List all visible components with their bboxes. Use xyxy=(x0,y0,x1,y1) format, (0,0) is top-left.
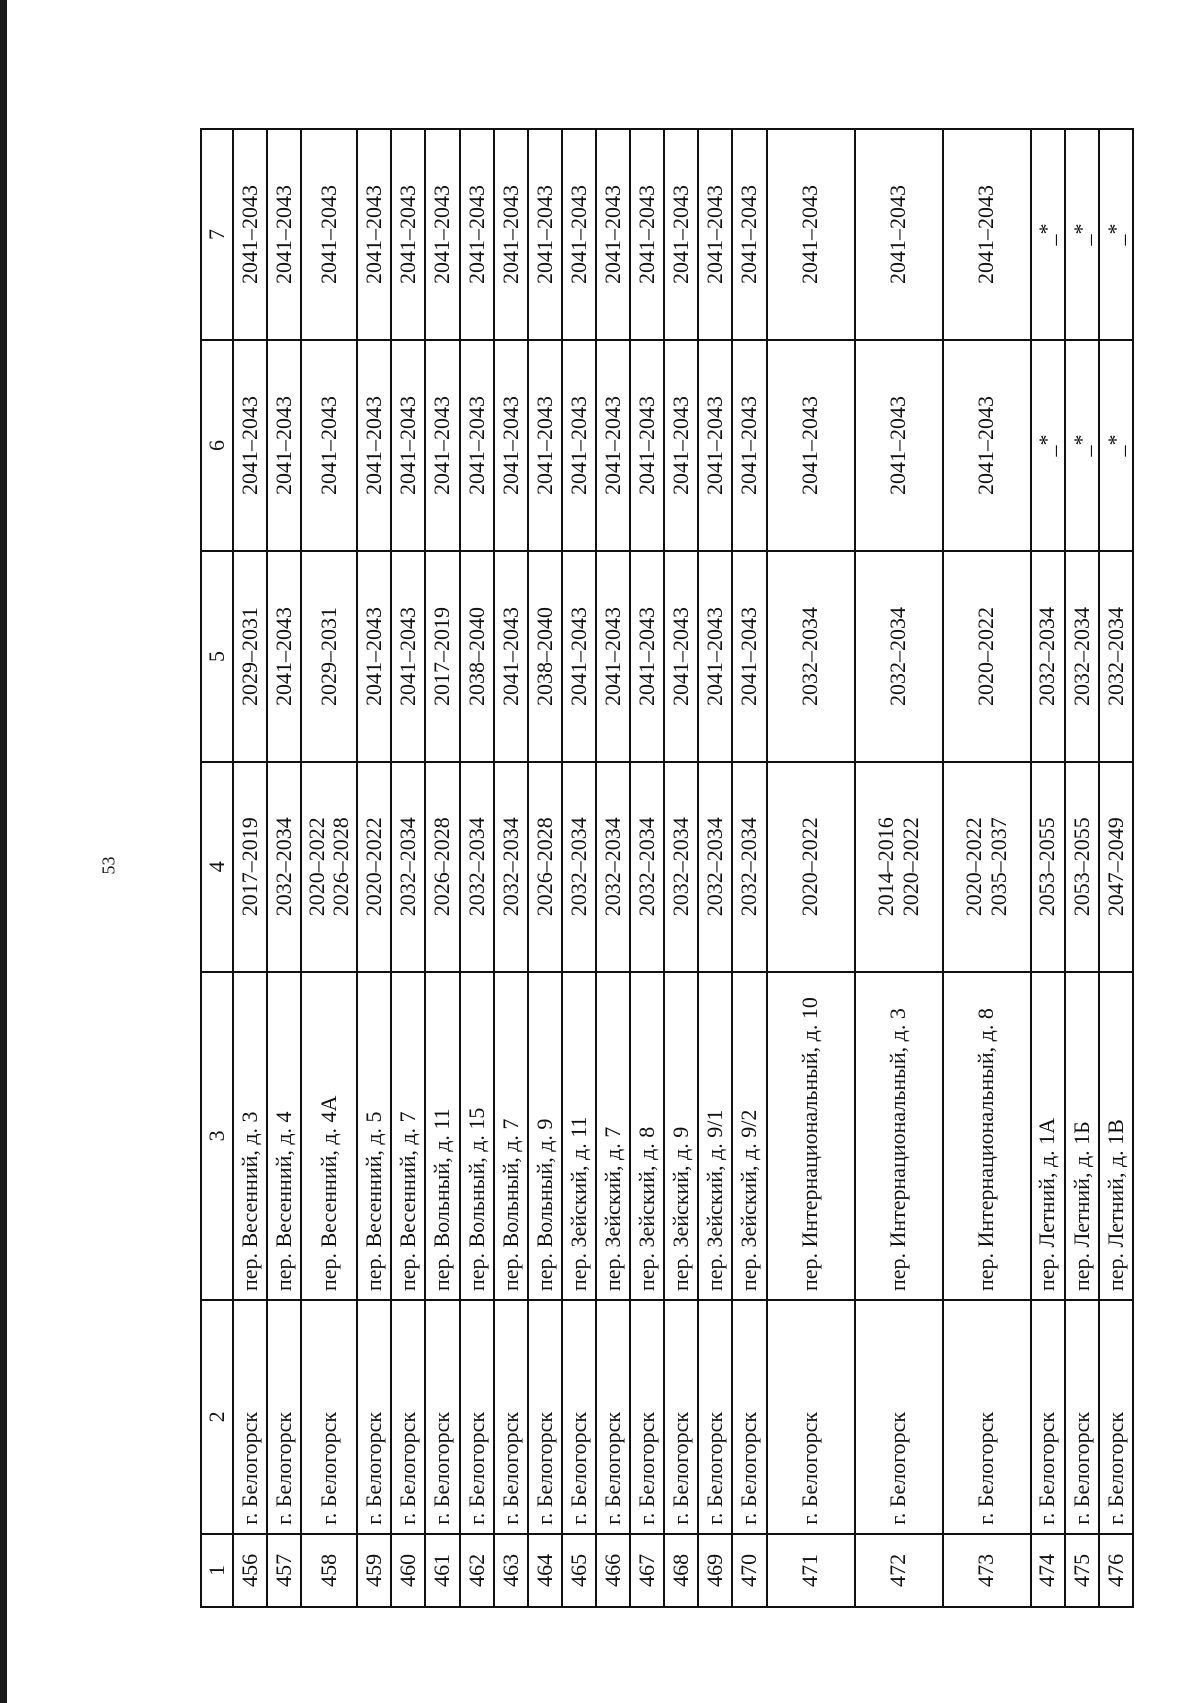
address-cell: пер. Зейский, д. 8 xyxy=(630,972,664,1300)
period-cell-col4 xyxy=(528,762,562,972)
city-cell: г. Белогорск xyxy=(732,1300,766,1534)
period-line: 2032–2034 xyxy=(271,817,297,917)
header-cell: 4 xyxy=(201,762,233,972)
address-cell: пер. Весенний, д. 3 xyxy=(233,972,267,1300)
header-cell: 5 xyxy=(201,551,233,762)
header-cell: 3 xyxy=(201,972,233,1300)
period-cell-col4 xyxy=(562,762,596,972)
period-cell-col6: 2041–2043 xyxy=(630,340,664,551)
city-cell: г. Белогорск xyxy=(1031,1300,1065,1534)
address-cell: пер. Весенний, д. 4 xyxy=(267,972,301,1300)
period-cell-col4 xyxy=(664,762,698,972)
address-cell: пер. Весенний, д. 5 xyxy=(357,972,391,1300)
city-cell: г. Белогорск xyxy=(664,1300,698,1534)
period-cell-col6: _* xyxy=(1065,340,1099,551)
period-line: 2053–2055 xyxy=(1034,817,1060,917)
period-cell-col4 xyxy=(630,762,664,972)
period-cell-col6: 2041–2043 xyxy=(301,340,357,551)
period-line: 2032–2034 xyxy=(463,817,489,917)
period-cell-col7: 2041–2043 xyxy=(596,129,630,340)
table-row xyxy=(1065,129,1099,1607)
period-line: 2032–2034 xyxy=(702,817,728,917)
period-line: 2053–2055 xyxy=(1068,817,1094,917)
city-cell: г. Белогорск xyxy=(233,1300,267,1534)
row-number-cell: 471 xyxy=(767,1534,855,1607)
period-line: 2020–2022 xyxy=(797,817,823,917)
period-line: 2020–2022 xyxy=(304,817,330,917)
period-cell-col7: 2041–2043 xyxy=(425,129,459,340)
row-number-cell: 470 xyxy=(732,1534,766,1607)
period-cell-col5: 2041–2043 xyxy=(562,551,596,762)
period-cell-col6: 2041–2043 xyxy=(855,340,943,551)
city-cell: г. Белогорск xyxy=(425,1300,459,1534)
period-cell-col7: _* xyxy=(1065,129,1099,340)
header-row xyxy=(201,129,233,1607)
row-number-cell: 460 xyxy=(391,1534,425,1607)
table-row xyxy=(301,129,357,1607)
address-cell: пер. Летний, д. 1Б xyxy=(1065,972,1099,1300)
period-cell-col7: 2041–2043 xyxy=(460,129,494,340)
period-cell-col5: 2041–2043 xyxy=(391,551,425,762)
period-cell-col5: 2041–2043 xyxy=(664,551,698,762)
period-line: 2032–2034 xyxy=(565,817,591,917)
period-cell-col6: 2041–2043 xyxy=(732,340,766,551)
address-cell: пер. Зейский, д. 9 xyxy=(664,972,698,1300)
city-cell: г. Белогорск xyxy=(528,1300,562,1534)
period-cell-col6: 2041–2043 xyxy=(460,340,494,551)
table-row xyxy=(943,129,1031,1607)
period-cell-col6: 2041–2043 xyxy=(233,340,267,551)
period-cell-col5: 2017–2019 xyxy=(425,551,459,762)
period-cell-col6: 2041–2043 xyxy=(698,340,732,551)
row-number-cell: 475 xyxy=(1065,1534,1099,1607)
table-row xyxy=(460,129,494,1607)
row-number-cell: 476 xyxy=(1099,1534,1133,1607)
table-row xyxy=(528,129,562,1607)
table-row xyxy=(630,129,664,1607)
period-cell-col7: 2041–2043 xyxy=(494,129,528,340)
period-cell-col4 xyxy=(732,762,766,972)
period-cell-col7: _* xyxy=(1099,129,1133,340)
period-cell-col7: 2041–2043 xyxy=(732,129,766,340)
period-line: 2020–2022 xyxy=(897,817,923,917)
period-line: 2020–2022 xyxy=(961,817,987,917)
period-cell-col6: 2041–2043 xyxy=(596,340,630,551)
row-number-cell: 459 xyxy=(357,1534,391,1607)
period-cell-col4 xyxy=(943,762,1031,972)
city-cell: г. Белогорск xyxy=(1099,1300,1133,1534)
period-line: 2047–2049 xyxy=(1102,817,1128,917)
period-cell-col5: 2041–2043 xyxy=(494,551,528,762)
row-number-cell: 462 xyxy=(460,1534,494,1607)
period-cell-col7: 2041–2043 xyxy=(664,129,698,340)
header-cell: 2 xyxy=(201,1300,233,1534)
table-row xyxy=(855,129,943,1607)
period-cell-col7: 2041–2043 xyxy=(301,129,357,340)
period-cell-col6: 2041–2043 xyxy=(943,340,1031,551)
period-line: 2032–2034 xyxy=(736,817,762,917)
period-line: 2026–2028 xyxy=(328,817,354,917)
period-cell-col7: 2041–2043 xyxy=(767,129,855,340)
period-line: 2035–2037 xyxy=(985,817,1011,917)
table-row xyxy=(1099,129,1133,1607)
period-cell-col7: 2041–2043 xyxy=(698,129,732,340)
period-cell-col7: 2041–2043 xyxy=(943,129,1031,340)
period-cell-col5: 2041–2043 xyxy=(596,551,630,762)
period-cell-col4 xyxy=(1099,762,1133,972)
rotated-table-container xyxy=(200,128,1134,1608)
period-cell-col4 xyxy=(1031,762,1065,972)
row-number-cell: 474 xyxy=(1031,1534,1065,1607)
address-cell: пер. Вольный, д. 7 xyxy=(494,972,528,1300)
row-number-cell: 465 xyxy=(562,1534,596,1607)
city-cell: г. Белогорск xyxy=(767,1300,855,1534)
period-cell-col5: 2029–2031 xyxy=(301,551,357,762)
period-cell-col5: 2029–2031 xyxy=(233,551,267,762)
period-line: 2032–2034 xyxy=(634,817,660,917)
header-cell: 7 xyxy=(201,129,233,340)
row-number-cell: 466 xyxy=(596,1534,630,1607)
header-cell: 6 xyxy=(201,340,233,551)
address-cell: пер. Зейский, д. 11 xyxy=(562,972,596,1300)
period-cell-col7: 2041–2043 xyxy=(233,129,267,340)
period-cell-col6: 2041–2043 xyxy=(357,340,391,551)
row-number-cell: 472 xyxy=(855,1534,943,1607)
period-cell-col7: 2041–2043 xyxy=(391,129,425,340)
table-row xyxy=(357,129,391,1607)
period-cell-col7: 2041–2043 xyxy=(267,129,301,340)
period-line: 2032–2034 xyxy=(497,817,523,917)
address-cell: пер. Зейский, д. 7 xyxy=(596,972,630,1300)
period-line: 2032–2034 xyxy=(668,817,694,917)
row-number-cell: 463 xyxy=(494,1534,528,1607)
period-cell-col5: 2038–2040 xyxy=(528,551,562,762)
period-cell-col7: 2041–2043 xyxy=(630,129,664,340)
table-row xyxy=(664,129,698,1607)
city-cell: г. Белогорск xyxy=(267,1300,301,1534)
period-cell-col4 xyxy=(698,762,732,972)
period-line: 2032–2034 xyxy=(395,817,421,917)
period-cell-col4 xyxy=(1065,762,1099,972)
row-number-cell: 456 xyxy=(233,1534,267,1607)
address-cell: пер. Интернациональный, д. 8 xyxy=(943,972,1031,1300)
period-cell-col4 xyxy=(391,762,425,972)
period-line: 2032–2034 xyxy=(599,817,625,917)
period-cell-col6: 2041–2043 xyxy=(562,340,596,551)
period-cell-col5: 2038–2040 xyxy=(460,551,494,762)
period-line: 2017–2019 xyxy=(236,817,262,917)
period-line: 2026–2028 xyxy=(531,817,557,917)
period-cell-col5: 2020–2022 xyxy=(943,551,1031,762)
period-cell-col6: 2041–2043 xyxy=(267,340,301,551)
period-cell-col7: 2041–2043 xyxy=(357,129,391,340)
period-cell-col5: 2032–2034 xyxy=(1031,551,1065,762)
period-cell-col4 xyxy=(767,762,855,972)
period-cell-col4 xyxy=(596,762,630,972)
period-cell-col5: 2041–2043 xyxy=(630,551,664,762)
row-number-cell: 457 xyxy=(267,1534,301,1607)
period-cell-col7: 2041–2043 xyxy=(562,129,596,340)
table-row xyxy=(767,129,855,1607)
city-cell: г. Белогорск xyxy=(855,1300,943,1534)
period-line: 2026–2028 xyxy=(429,817,455,917)
period-cell-col4 xyxy=(855,762,943,972)
city-cell: г. Белогорск xyxy=(357,1300,391,1534)
city-cell: г. Белогорск xyxy=(630,1300,664,1534)
period-cell-col5: 2041–2043 xyxy=(267,551,301,762)
period-cell-col6: _* xyxy=(1099,340,1133,551)
address-cell: пер. Вольный, д. 15 xyxy=(460,972,494,1300)
period-cell-col6: 2041–2043 xyxy=(494,340,528,551)
table-row xyxy=(494,129,528,1607)
city-cell: г. Белогорск xyxy=(391,1300,425,1534)
table-wrapper xyxy=(200,128,1134,1608)
period-cell-col4 xyxy=(301,762,357,972)
row-number-cell: 468 xyxy=(664,1534,698,1607)
period-cell-col4 xyxy=(460,762,494,972)
table-row xyxy=(267,129,301,1607)
page-number: 53 xyxy=(98,856,119,875)
period-cell-col5: 2032–2034 xyxy=(1065,551,1099,762)
address-cell: пер. Интернациональный, д. 3 xyxy=(855,972,943,1300)
period-cell-col6: 2041–2043 xyxy=(767,340,855,551)
period-cell-col6: 2041–2043 xyxy=(391,340,425,551)
period-cell-col4 xyxy=(425,762,459,972)
period-cell-col5: 2041–2043 xyxy=(698,551,732,762)
row-number-cell: 469 xyxy=(698,1534,732,1607)
schedule-table xyxy=(200,128,1134,1608)
table-row xyxy=(233,129,267,1607)
period-cell-col4 xyxy=(267,762,301,972)
period-cell-col6: 2041–2043 xyxy=(528,340,562,551)
row-number-cell: 464 xyxy=(528,1534,562,1607)
period-line: 2020–2022 xyxy=(361,817,387,917)
period-line: 2014–2016 xyxy=(873,817,899,917)
table-row xyxy=(391,129,425,1607)
city-cell: г. Белогорск xyxy=(698,1300,732,1534)
address-cell: пер. Вольный, д. 11 xyxy=(425,972,459,1300)
city-cell: г. Белогорск xyxy=(301,1300,357,1534)
period-cell-col5: 2041–2043 xyxy=(357,551,391,762)
table-row xyxy=(732,129,766,1607)
header-cell: 1 xyxy=(201,1534,233,1607)
period-cell-col6: 2041–2043 xyxy=(664,340,698,551)
address-cell: пер. Весенний, д. 7 xyxy=(391,972,425,1300)
row-number-cell: 458 xyxy=(301,1534,357,1607)
row-number-cell: 473 xyxy=(943,1534,1031,1607)
period-cell-col6: 2041–2043 xyxy=(425,340,459,551)
period-cell-col5: 2032–2034 xyxy=(767,551,855,762)
row-number-cell: 461 xyxy=(425,1534,459,1607)
city-cell: г. Белогорск xyxy=(562,1300,596,1534)
table-row xyxy=(596,129,630,1607)
address-cell: пер. Летний, д. 1А xyxy=(1031,972,1065,1300)
city-cell: г. Белогорск xyxy=(943,1300,1031,1534)
table-body xyxy=(201,129,1133,1607)
row-number-cell: 467 xyxy=(630,1534,664,1607)
period-cell-col5: 2041–2043 xyxy=(732,551,766,762)
period-cell-col6: _* xyxy=(1031,340,1065,551)
address-cell: пер. Летний, д. 1В xyxy=(1099,972,1133,1300)
address-cell: пер. Весенний, д. 4А xyxy=(301,972,357,1300)
city-cell: г. Белогорск xyxy=(460,1300,494,1534)
period-cell-col5: 2032–2034 xyxy=(1099,551,1133,762)
period-cell-col7: _* xyxy=(1031,129,1065,340)
address-cell: пер. Вольный, д. 9 xyxy=(528,972,562,1300)
address-cell: пер. Интернациональный, д. 10 xyxy=(767,972,855,1300)
period-cell-col7: 2041–2043 xyxy=(528,129,562,340)
period-cell-col4 xyxy=(233,762,267,972)
table-row xyxy=(1031,129,1065,1607)
address-cell: пер. Зейский, д. 9/2 xyxy=(732,972,766,1300)
address-cell: пер. Зейский, д. 9/1 xyxy=(698,972,732,1300)
city-cell: г. Белогорск xyxy=(1065,1300,1099,1534)
table-row xyxy=(698,129,732,1607)
period-cell-col5: 2032–2034 xyxy=(855,551,943,762)
city-cell: г. Белогорск xyxy=(494,1300,528,1534)
scan-edge xyxy=(0,0,7,1703)
city-cell: г. Белогорск xyxy=(596,1300,630,1534)
period-cell-col4 xyxy=(357,762,391,972)
period-cell-col7: 2041–2043 xyxy=(855,129,943,340)
table-row xyxy=(562,129,596,1607)
period-cell-col4 xyxy=(494,762,528,972)
table-row xyxy=(425,129,459,1607)
